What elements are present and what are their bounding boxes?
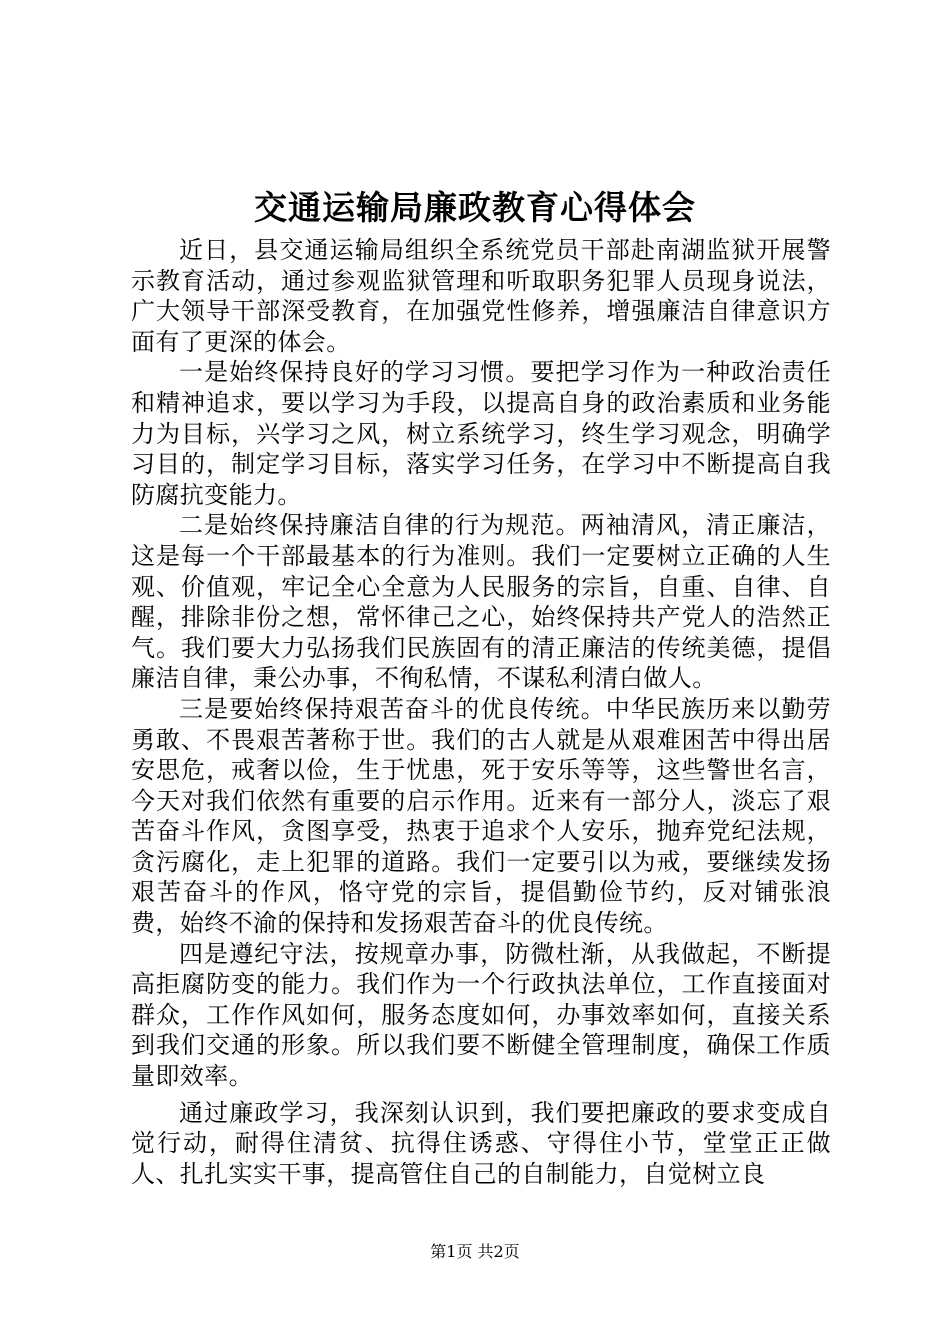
- page-number-footer: 第1页 共2页: [430, 1242, 520, 1261]
- paragraph-point-three: 三是要始终保持艰苦奋斗的优良传统。中华民族历来以勤劳勇敢、不畏艰苦著称于世。我们的古人就是从艰难困苦中得出居安思危，戒奢以俭，生于忧患，死于安乐等等，这些警世名言，今天对我们依然有重要的启示作用。近来有一部分人，淡忘了艰苦奋斗作风，贪图享受，热衷于追求个人安乐，抛弃党纪法规，贪污腐化，走上犯罪的道路。我们一定要引以为戒，要继续发扬艰苦奋斗的作风，恪守党的宗旨，提倡勤俭节约，反对铺张浪费，始终不渝的保持和发扬艰苦奋斗的优良传统。: [131, 694, 831, 938]
- paragraph-conclusion: 通过廉政学习，我深刻认识到，我们要把廉政的要求变成自觉行动，耐得住清贫、抗得住诱惑、守得住小节，堂堂正正做人、扎扎实实干事，提高管住自己的自制能力，自觉树立良: [131, 1098, 831, 1188]
- paragraph-point-two: 二是始终保持廉洁自律的行为规范。两袖清风，清正廉洁，这是每一个干部最基本的行为准则。我们一定要树立正确的人生观、价值观，牢记全心全意为人民服务的宗旨，自重、自律、自醒，排除非份之想，常怀律己之心，始终保持共产党人的浩然正气。我们要大力弘扬我们民族固有的清正廉洁的传统美德，提倡廉洁自律，秉公办事，不徇私情，不谋私利清白做人。: [131, 511, 831, 693]
- document-title: 交通运输局廉政教育心得体会: [254, 188, 696, 227]
- paragraph-intro: 近日，县交通运输局组织全系统党员干部赴南湖监狱开展警示教育活动，通过参观监狱管理和听取职务犯罪人员现身说法，广大领导干部深受教育，在加强党性修养，增强廉洁自律意识方面有了更深的体会。: [131, 236, 831, 356]
- document-body: [131, 235, 831, 1189]
- paragraph-point-four: 四是遵纪守法，按规章办事，防微杜渐，从我做起，不断提高拒腐防变的能力。我们作为一个行政执法单位，工作直接面对群众，工作作风如何，服务态度如何，办事效率如何，直接关系到我们交通的形象。所以我们要不断健全管理制度，确保工作质量即效率。: [131, 939, 831, 1091]
- paragraph-point-one: 一是始终保持良好的学习习惯。要把学习作为一种政治责任和精神追求，要以学习为手段，以提高自身的政治素质和业务能力为目标，兴学习之风，树立系统学习，终生学习观念，明确学习目的，制定学习目标，落实学习任务，在学习中不断提高自我防腐抗变能力。: [131, 358, 831, 509]
